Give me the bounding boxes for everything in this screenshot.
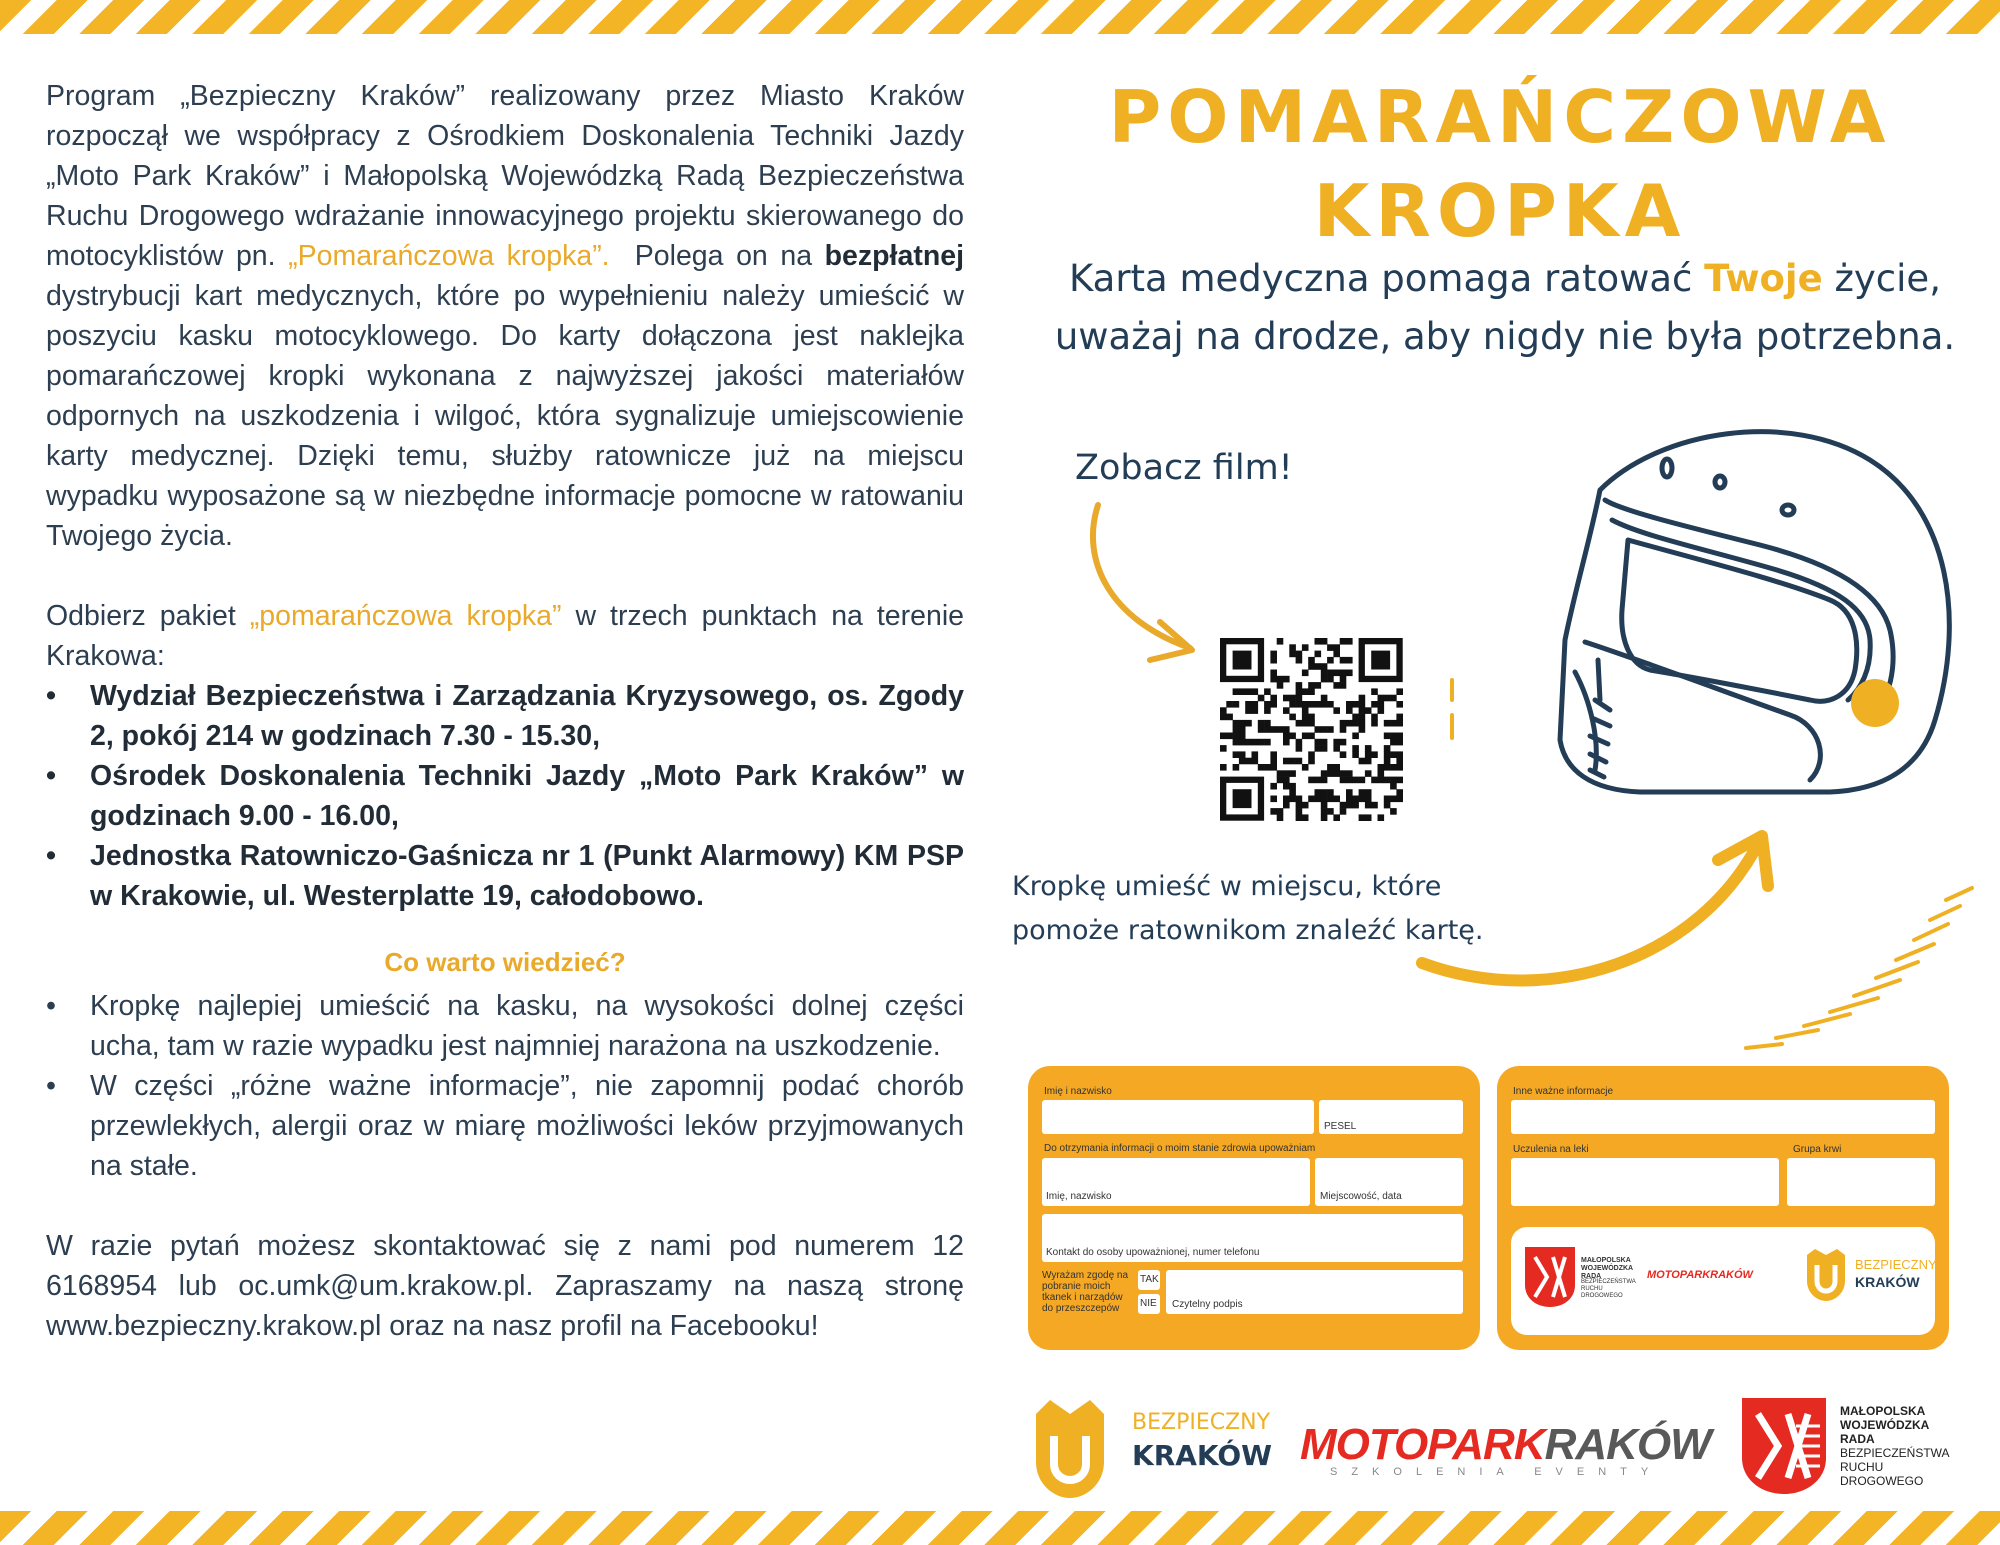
card-logos-panel	[1511, 1227, 1935, 1335]
motopark-grey: RAKÓW	[1544, 1420, 1711, 1469]
page-title	[1060, 70, 1940, 258]
card-rada-sub: BEZPIECZEŃSTWA RUCHU DROGOWEGO	[1581, 1279, 1636, 1299]
card-label-blood: Grupa krwi	[1793, 1144, 1842, 1155]
card-rada-text: MAŁOPOLSKA WOJEWÓDZKA RADA	[1581, 1257, 1633, 1280]
rada-line1: MAŁOPOLSKA	[1840, 1404, 1926, 1418]
rada-line2: WOJEWÓDZKA	[1840, 1418, 1930, 1432]
tips-heading: Co warto wiedzieć?	[384, 947, 626, 977]
rada-line4: BEZPIECZEŃSTWA	[1840, 1446, 1950, 1460]
subtitle	[1030, 250, 1980, 366]
bk-logo-line1: BEZPIECZNY	[1132, 1410, 1271, 1435]
bk-logo-line2: KRAKÓW	[1132, 1439, 1273, 1472]
medical-card-front	[1028, 1066, 1480, 1350]
arrow-to-qr-icon	[1093, 505, 1190, 648]
tips-list	[46, 986, 964, 1186]
card-label-contact: Kontakt do osoby upoważnionej, numer telefonu	[1046, 1247, 1260, 1258]
bezpieczny-krakow-shield-icon	[1030, 1392, 1110, 1502]
rada-line3: RADA	[1840, 1432, 1875, 1446]
list-item: • W części „różne ważne informacje”, nie zapomnij podać chorób przewlekłych, alergii oraz w miarę możliwości leków przyjmowanych na stałe.	[46, 1066, 964, 1186]
card-bk-line2: KRAKÓW	[1855, 1274, 1920, 1290]
subtitle-text-2: życie,	[1834, 257, 1941, 300]
motopark-red: MOTOPARK	[1300, 1420, 1545, 1469]
pickup-paragraph	[46, 596, 964, 676]
intro-text: Program „Bezpieczny Kraków” realizowany przez Miasto Kraków rozpoczął we współpracy z Ośrodkiem Doskonalenia Techniki Jazdy „Moto Park Kraków” i Małopolską Wojewódzką Radą Bezpieczeństwa Ruchu Drogowego wdrażanie innowacyjnego projektu skierowanego do motocyklistów pn.	[46, 80, 964, 272]
title-line-1: POMARAŃCZOWA	[1108, 75, 1892, 159]
card-label-no: NIE	[1140, 1298, 1157, 1309]
rada-line6: DROGOWEGO	[1840, 1474, 1924, 1488]
hint-line-1: Kropkę umieść w miejscu, które	[1012, 871, 1442, 902]
card-label-name: Imię i nazwisko	[1044, 1086, 1112, 1097]
top-hazard-stripe	[0, 0, 2000, 34]
card-label-other-info: Inne ważne informacje	[1513, 1086, 1614, 1097]
card-label-signature: Czytelny podpis	[1172, 1299, 1243, 1310]
dot-placement-hint	[1012, 865, 1552, 953]
card-field-blood	[1787, 1158, 1935, 1206]
bottom-hazard-stripe	[0, 1511, 2000, 1545]
rada-crest-icon	[1523, 1245, 1577, 1309]
motopark-subtitle: SZKOLENIA EVENTY	[1330, 1466, 1663, 1478]
motopark-logo	[1300, 1420, 1711, 1470]
info-column	[46, 76, 964, 1346]
rada-crest-icon	[1740, 1396, 1828, 1496]
list-item: • Wydział Bezpieczeństwa i Zarządzania Kryzysowego, os. Zgody 2, pokój 214 w godzinach 7.30 - 15.30,	[46, 676, 964, 756]
card-label-yes: TAK	[1140, 1274, 1159, 1285]
subtitle-text: Karta medyczna pomaga ratować	[1069, 257, 1693, 300]
card-field-allergy	[1511, 1158, 1779, 1206]
pickup-package: „pomarańczowa kropka”	[249, 600, 562, 632]
list-item: • Jednostka Ratowniczo-Gaśnicza nr 1 (Punkt Alarmowy) KM PSP w Krakowie, ul. Westerplatte 19, całodobowo.	[46, 836, 964, 916]
bk-shield-icon	[1803, 1247, 1849, 1303]
pickup-text-2: w trzech punktach na terenie Krakowa:	[46, 600, 965, 672]
card-field-name	[1042, 1100, 1314, 1134]
card-label-consent-info: Do otrzymania informacji o moim stanie zdrowia upoważniam	[1044, 1143, 1316, 1154]
card-label-person: Imię, nazwisko	[1046, 1191, 1112, 1202]
rada-line5: RUCHU	[1840, 1460, 1884, 1474]
pickup-points-list	[46, 676, 964, 916]
card-label-allergy: Uczulenia na leki	[1513, 1144, 1589, 1155]
card-field-other-info	[1511, 1100, 1935, 1134]
card-moto-logo: MOTOPARKRAKÓW	[1647, 1269, 1753, 1281]
card-bk-line1: BEZPIECZNY	[1855, 1257, 1937, 1272]
card-label-place-date: Miejscowość, data	[1320, 1191, 1402, 1202]
subtitle-emphasis: Twoje	[1704, 257, 1823, 300]
card-label-pesel: PESEL	[1324, 1121, 1357, 1132]
medical-card-back	[1497, 1066, 1949, 1350]
rada-logo-text	[1840, 1404, 1950, 1488]
subtitle-line-2: uważaj na drodze, aby nigdy nie była potrzebna.	[1054, 315, 1956, 358]
qr-code-icon	[1220, 638, 1403, 821]
title-line-2: KROPKA	[1313, 169, 1687, 253]
intro-text-3: dystrybucji kart medycznych, które po wypełnieniu należy umieścić w poszyciu kasku motocyklowego. Do karty dołączona jest naklejka pomarańczowej kropki wykonana z najwyższej jakości materiałów odpornych na uszkodzenia i wilgoć, która sygnalizuje umiejscowienie karty medycznej. Dzięki temu, służby ratownicze już na miejscu wypadku wyposażone są w niezbędne informacje pomocne w ratowaniu Twojego życia.	[46, 280, 964, 552]
free-emphasis: bezpłatnej	[824, 240, 964, 272]
list-item: • Kropkę najlepiej umieścić na kasku, na wysokości dolnej części ucha, tam w razie wypadku jest najmniej narażona na uszkodzenie.	[46, 986, 964, 1066]
card-label-organs: Wyrażam zgodę na pobranie moich tkanek i narządów do przeszczepów	[1042, 1270, 1129, 1314]
orange-dot-icon	[1851, 679, 1899, 727]
rays-decoration	[1452, 680, 1972, 1048]
watch-film-label: Zobacz film!	[1075, 448, 1293, 488]
helmet-icon	[1560, 432, 1949, 792]
hint-line-2: pomoże ratownikom znaleźć kartę.	[1012, 915, 1484, 946]
intro-text-2: Polega on na	[634, 240, 813, 272]
pickup-text: Odbierz pakiet	[46, 600, 236, 632]
intro-paragraph	[46, 76, 964, 556]
contact-paragraph: W razie pytań możesz skontaktować się z nami pod numerem 12 6168954 lub oc.umk@um.krakow.pl. Zapraszamy na naszą stronę www.bezpieczny.krakow.pl oraz na nasz profil na Facebooku!	[46, 1230, 964, 1342]
project-name: „Pomarańczowa kropka”.	[288, 240, 610, 272]
list-item: • Ośrodek Doskonalenia Techniki Jazdy „Moto Park Kraków” w godzinach 9.00 - 16.00,	[46, 756, 964, 836]
